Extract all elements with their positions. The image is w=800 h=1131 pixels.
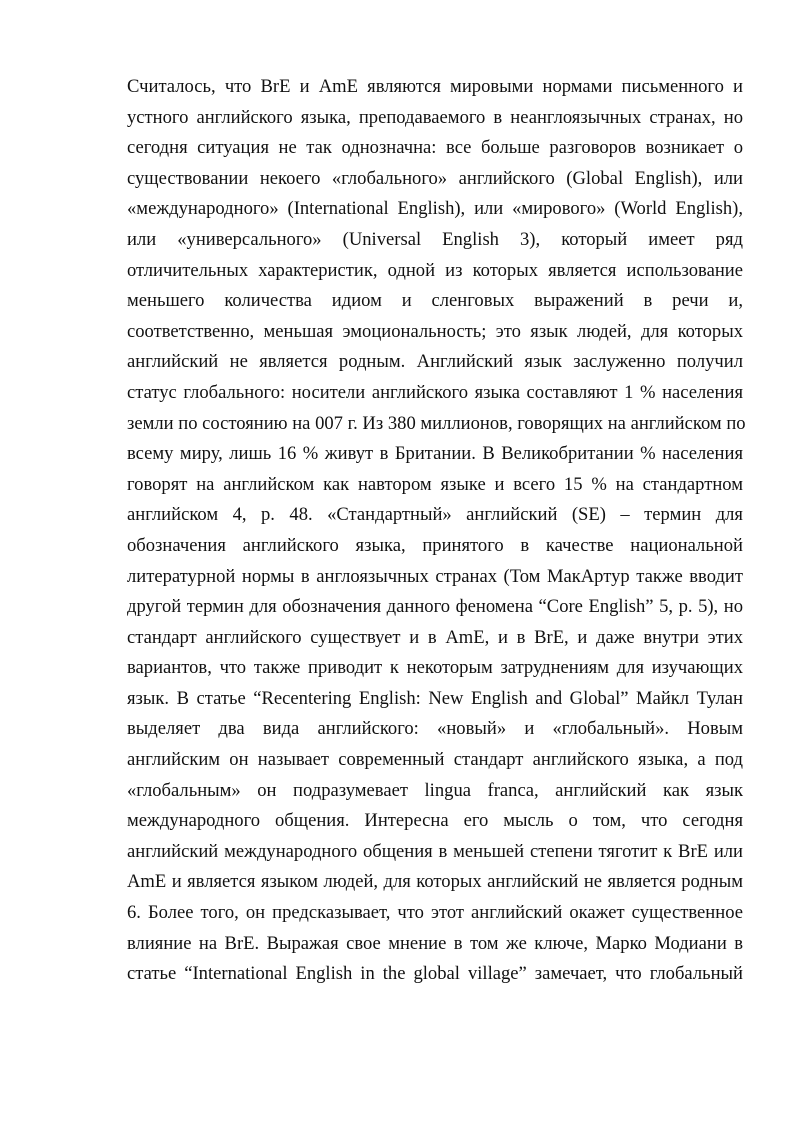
text-line: международного общения. Интересна его мысль о том, что сегодня <box>127 810 743 832</box>
text-line: английским он называет современный стандарт английского языка, а под <box>127 749 743 771</box>
text-line: говорят на английском как навтором языке и всего 15 % на стандартном <box>127 473 743 495</box>
text-line: влияние на BrE. Выражая свое мнение в том же ключе, Марко Модиани в <box>127 932 743 954</box>
text-line: отличительных характеристик, одной из которых является использование <box>127 259 743 281</box>
text-line: статус глобального: носители английского языка составляют 1 % населения <box>127 381 743 403</box>
text-line: язык. В статье “Recentering English: New English and Global” Майкл Тулан <box>127 687 743 709</box>
text-line: всему миру, лишь 16 % живут в Британии. В Великобритании % населения <box>127 443 743 465</box>
text-line: соответственно, меньшая эмоциональность; это язык людей, для которых <box>127 320 743 342</box>
text-line: английский не является родным. Английский язык заслуженно получил <box>127 351 743 373</box>
text-line: 6. Более того, он предсказывает, что этот английский окажет существенное <box>127 902 743 924</box>
text-line: выделяет два вида английского: «новый» и «глобальный». Новым <box>127 718 743 740</box>
text-line: английский международного общения в меньшей степени тяготит к BrE или <box>127 840 743 862</box>
text-line: литературной нормы в англоязычных странах (Том МакАртур также вводит <box>127 565 743 587</box>
text-line: существовании некоего «глобального» английского (Global English), или <box>127 167 743 189</box>
text-line: сегодня ситуация не так однозначна: все больше разговоров возникает о <box>127 137 743 159</box>
text-line: «международного» (International English), или «мирового» (World English), <box>127 198 743 220</box>
text-line: обозначения английского языка, принятого в качестве национальной <box>127 534 743 556</box>
text-line: устного английского языка, преподаваемого в неанглоязычных странах, но <box>127 106 743 128</box>
text-line: стандарт английского существует и в AmE, и в BrE, и даже внутри этих <box>127 626 743 648</box>
text-line: меньшего количества идиом и сленговых выражений в речи и, <box>127 290 743 312</box>
text-line: другой термин для обозначения данного феномена “Core English” 5, p. 5), но <box>127 596 743 618</box>
text-line: Считалось, что BrE и AmE являются мировыми нормами письменного и <box>127 76 743 97</box>
text-line: или «универсального» (Universal English 3), который имеет ряд <box>127 228 743 250</box>
text-line: статье “International English in the global village” замечает, что глобальный <box>127 963 743 985</box>
body-text <box>127 72 746 990</box>
text-line: «глобальным» он подразумевает lingua franca, английский как язык <box>127 779 743 801</box>
text-line: английском 4, p. 48. «Стандартный» английский (SE) – термин для <box>127 504 743 526</box>
text-line: вариантов, что также приводит к некоторым затруднениям для изучающих <box>127 657 743 679</box>
text-line: земли по состоянию на 007 г. Из 380 миллионов, говорящих на английском по <box>127 412 746 434</box>
text-line: AmE и является языком людей, для которых английский не является родным <box>127 871 743 893</box>
